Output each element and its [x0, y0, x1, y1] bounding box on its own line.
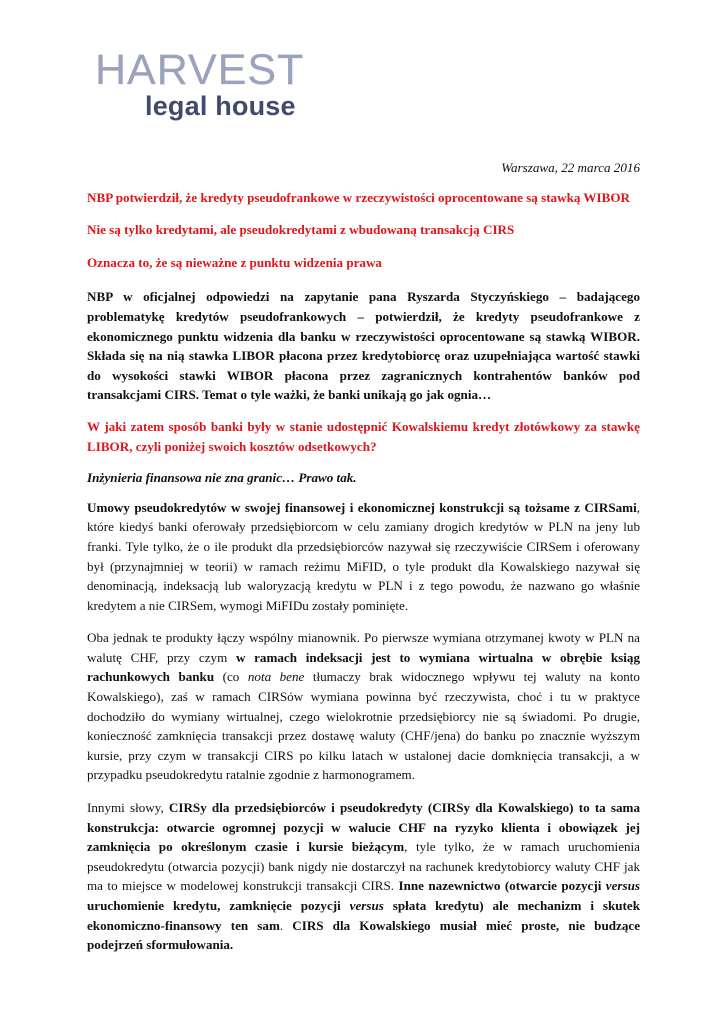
paragraph-in-other-words [87, 798, 640, 955]
p4-text-j: CIRS dla Kowalskiego musiał mieć proste, nie budzące podejrzeń sformułowania. [87, 917, 641, 953]
headline-2: Nie są tylko kredytami, ale pseudokredytami z wbudowaną transakcją CIRS [87, 222, 515, 238]
paragraph-cirs [87, 498, 640, 616]
p3-text-b: w ramach indeksacji jest to wymiana wirtualna w obrębie ksiąg rachunkowych banku [87, 649, 641, 685]
p3-text-d: nota bene [247, 669, 305, 685]
p4-text-i: . [279, 917, 293, 933]
harvest-legal-house-logo [95, 46, 305, 122]
paragraph-nbp: NBP w oficjalnej odpowiedzi na zapytanie pana Ryszarda Styczyńskiego – badającego problematykę kredytów pseudofrankowych – potwierdził, że kredyty pseudofrankowe z ekonomicznego punktu widzenia dla banku w rzeczywistości oprocentowane są stawką WIBOR. Składa się na nią stawka LIBOR płacona przez kredytobiorcę oraz uzupełniająca wartość stawki do wysokości stawki WIBOR płacona przez zagranicznych kontrahentów banków pod transakcjami CIRS. Temat o tyle ważki, że banki unikają go jak ognia… [87, 289, 640, 403]
p4-text-c: , tyle tylko, że w ramach uruchomienia pseudokredytu (otwarcia pozycji) bank nigdy nie dostarczył na rachunek kredytobiorcy waluty CHF jak ma to miejsce w modelowej konstrukcji transakcji CIRS. [87, 839, 640, 894]
p4-text-d: Inne nazewnictwo (otwarcie pozycji [398, 878, 606, 894]
document-body [87, 158, 640, 968]
logo-bottom-text: legal house [145, 91, 296, 121]
subheading: Inżynieria finansowa nie zna granic… Prawo tak. [87, 470, 357, 486]
headline-3: Oznacza to, że są nieważne z punktu widzenia prawa [87, 254, 382, 270]
paragraph-common-denominator [87, 628, 640, 785]
p3-text-a: Oba jednak te produkty łączy wspólny mianownik. Po pierwsze wymiana otrzymanej kwoty w PLN na walutę CHF, przy czym [87, 630, 640, 665]
p4-text-a: Innymi słowy, [87, 800, 169, 816]
paragraph-cirs-rest: , które kiedyś banki oferowały przedsiębiorcom w celu zamiany drogich kredytów w PLN na jeny lub franki. Tyle tylko, że o ile produkt dla przedsiębiorców nazywał się rzeczywiście CIRSem i oferowany był (przynajmniej w teorii) w ramach reżimu MiFID, o tyle produkt dla Kowalskiego nazywał się denominacją, indeksacją lub waloryzacją kredytu w PLN i z tego powodu, że nazwano go właśnie kredytem a nie CIRSem, wymogi MiFIDu zostały pominięte. [87, 499, 640, 613]
paragraph-cirs-bold: Umowy pseudokredytów w swojej finansowej i ekonomicznej konstrukcji są tożsame z CIRSami [87, 499, 637, 515]
p3-text-c: (co [214, 669, 248, 685]
p4-text-f: uruchomienie kredytu, zamknięcie pozycji [87, 898, 350, 913]
p4-text-b: CIRSy dla przedsiębiorców i pseudokredyty (CIRSy dla Kowalskiego) to ta sama konstrukcja: otwarcie ogromnej pozycji w walucie CHF na ryzyko klienta i obowiązek jej zamknięcia po określonym czasie i kursie bieżącym [87, 800, 641, 855]
document-date: Warszawa, 22 marca 2016 [501, 160, 640, 175]
p4-text-h: spłata kredytu) ale mechanizm i skutek ekonomiczno-finansowy ten sam [87, 898, 641, 933]
headline-1: NBP potwierdził, że kredyty pseudofrankowe w rzeczywistości oprocentowane są stawką WIBOR [87, 189, 630, 205]
p4-text-e: versus [605, 878, 640, 894]
p3-text-e: tłumaczy brak widocznego wpływu tej waluty na konto Kowalskiego), zaś w ramach CIRSów wymiana powinna być rzeczywista, choć i tu w praktyce dochodziło do wymiany wirtualnej, czego wielokrotnie przedsiębiorcy nie są świadomi. Po drugie, konieczność zamknięcia transakcji przez dostawę waluty (CHF/jena) do banku po znacznie wyższym kursie, przy czym w transakcji CIRS po kilku latach w ustalonej dacie domknięcia transakcji, a w przypadku pseudokredytu ratalnie zgodnie z harmonogramem. [87, 669, 640, 783]
question-heading: W jaki zatem sposób banki były w stanie udostępnić Kowalskiemu kredyt złotówkowy za stawkę LIBOR, czyli poniżej swoich kosztów odsetkowych? [87, 418, 640, 454]
logo-top-text: HARVEST [95, 46, 305, 94]
p4-text-g: versus [349, 898, 384, 913]
